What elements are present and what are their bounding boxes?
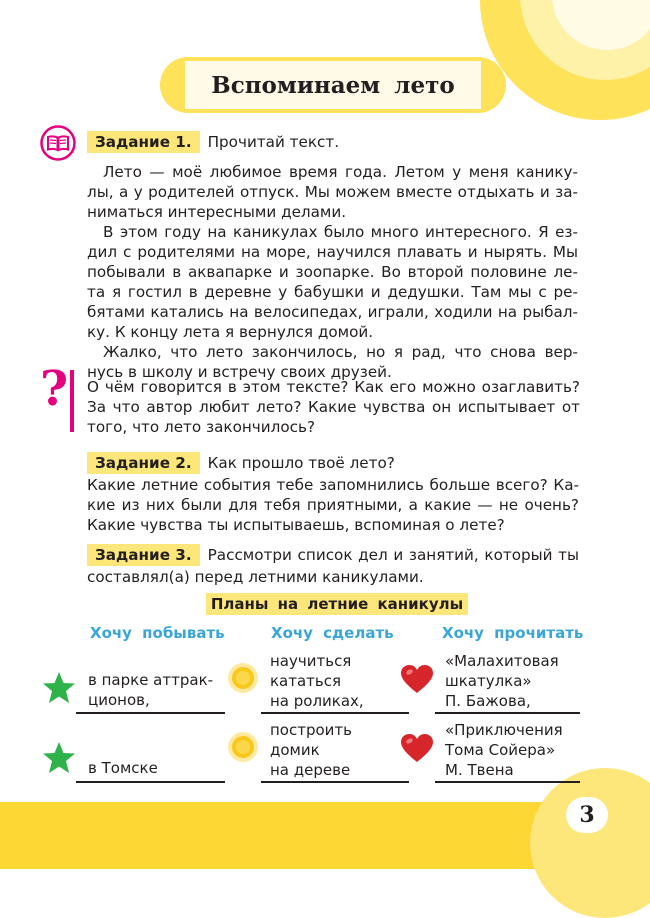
text-line: побывали в аквапарке и зоопарке. Во второй половине ле- [87, 263, 578, 281]
question-mark-icon: ? [40, 361, 69, 417]
plan-item-line: построить [270, 721, 352, 739]
plan-item-line: кататься [270, 672, 342, 690]
plan-item-line: «Малахитовая [445, 652, 559, 670]
text-line: В этом году на каникулах было много интересного. Я ез- [103, 223, 578, 241]
answer-line [261, 712, 409, 714]
plan-item-line: «Приключения [445, 721, 563, 739]
text-line: Жалко, что лето закончилось, но я рад, что снова вер- [103, 343, 578, 361]
task2-text [87, 475, 579, 535]
plan-item-line: домик [270, 741, 320, 759]
task3-line2: составлял(а) перед летними каникулами. [87, 568, 424, 586]
task1-instruction: Прочитай текст. [207, 133, 340, 151]
task2-heading [87, 452, 395, 474]
star-icon [42, 671, 76, 705]
answer-line [76, 712, 225, 714]
task1-text [87, 162, 578, 382]
text-line: ку. К концу лета я вернулся домой. [87, 323, 374, 341]
answer-line [435, 712, 580, 714]
text-line: Лето — моё любимое время года. Летом у меня канику- [103, 163, 578, 181]
plan-item-line: П. Бажова, [445, 692, 531, 710]
text-line: нусь в школу и встречу своих друзей. [87, 363, 392, 381]
plan-item-line: в Томске [88, 759, 158, 777]
text-line: кие из них были для тебя приятными, а какие — не очень? [87, 496, 579, 514]
plan-item [445, 651, 559, 711]
question-line: того, что лето закончилось? [87, 418, 316, 436]
sun-icon [227, 662, 259, 694]
question-bar [70, 370, 74, 432]
task1-heading [87, 131, 339, 153]
plan-item-line: шкатулка» [445, 672, 532, 690]
plan-item-line: научиться [270, 652, 352, 670]
column-header-visit: Хочу побывать [90, 624, 225, 642]
task2-label: Задание 2. [87, 452, 200, 474]
heart-icon [400, 733, 434, 763]
answer-line [261, 781, 409, 783]
task3-heading [87, 544, 579, 587]
page-number: 3 [566, 797, 608, 833]
question-line: За что автор любит лето? Какие чувства он испытывает от [87, 398, 580, 416]
plan-item [88, 758, 158, 778]
footer-circle [530, 768, 650, 918]
text-line: та я гостил в деревне у бабушки и дедушки. Там мы с ре- [87, 283, 578, 301]
task3-label: Задание 3. [87, 544, 200, 566]
task1-label: Задание 1. [87, 131, 200, 153]
answer-line [435, 781, 580, 783]
task3-line1: Рассмотри список дел и занятий, который ты [207, 546, 579, 564]
plan-item-line: ционов, [88, 691, 150, 709]
plan-item [445, 720, 563, 780]
task2-instruction: Как прошло твоё лето? [207, 454, 395, 472]
question-line: О чём говорится в этом тексте? Как его можно озаглавить? [87, 378, 580, 396]
column-header-do: Хочу сделать [271, 624, 394, 642]
plan-item-line: Тома Сойера» [445, 741, 556, 759]
text-line: ниматься интересными делами. [87, 203, 347, 221]
sun-icon [227, 731, 259, 763]
read-book-icon [40, 125, 76, 161]
plan-item [270, 720, 352, 780]
text-line: лы, а у родителей отпуск. Мы можем вместе отдыхать и за- [87, 183, 578, 201]
star-icon [42, 741, 76, 775]
plan-item [270, 651, 364, 711]
column-header-read: Хочу прочитать [442, 624, 584, 642]
heart-icon [400, 664, 434, 694]
plan-item-line: в парке аттрак- [88, 671, 214, 689]
text-line: дил с родителями на море, научился плавать и нырять. Мы [87, 243, 578, 261]
plans-title: Планы на летние каникулы [206, 593, 468, 615]
plan-item [88, 670, 213, 710]
questions-block [87, 377, 580, 437]
text-line: Какие чувства ты испытываешь, вспоминая о лете? [87, 516, 505, 534]
plan-item-line: на дереве [270, 761, 351, 779]
plan-item-line: на роликах, [270, 692, 364, 710]
page-title: Вспоминаем лето [185, 61, 481, 109]
answer-line [76, 781, 225, 783]
plan-item-line: М. Твена [445, 761, 514, 779]
text-line: бятами катались на велосипедах, играли, ходили на рыбал- [87, 303, 578, 321]
text-line: Какие летние события тебе запомнились больше всего? Ка- [87, 476, 579, 494]
